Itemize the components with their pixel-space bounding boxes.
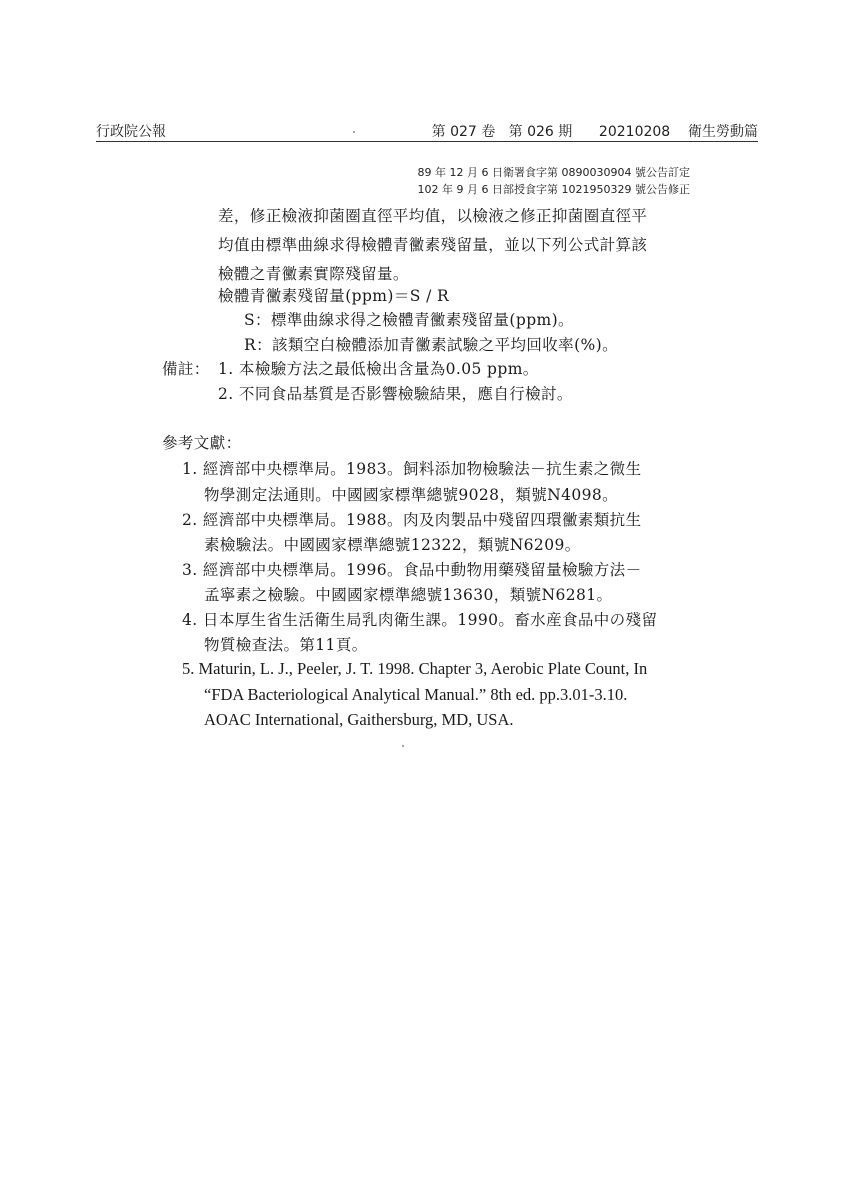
paragraph-line-2: 均值由標準曲線求得檢體青黴素殘留量，並以下列公式計算該 <box>218 236 648 254</box>
reference-4-line-2: 物質檢查法。第11頁。 <box>204 636 368 654</box>
scan-speck <box>402 745 404 747</box>
remark-item-2: 2. 不同食品基質是否影響檢驗結果，應自行檢討。 <box>218 385 573 403</box>
remark-item-1: 1. 本檢驗方法之最低檢出含量為0.05 ppm。 <box>218 360 539 378</box>
amendment-notes <box>360 164 690 198</box>
reference-5-line-3: AOAC International, Gaithersburg, MD, USA. <box>204 710 514 729</box>
publication-title: 行政院公報 <box>96 124 166 140</box>
reference-1-line-2: 物學測定法通則。中國國家標準總號9028，類號N4098。 <box>204 486 619 504</box>
reference-3-line-2: 孟寧素之檢驗。中國國家標準總號13630，類號N6281。 <box>204 586 613 604</box>
reference-3-line-1: 3. 經濟部中央標準局。1996。食品中動物用藥殘留量檢驗方法－ <box>182 561 642 579</box>
reference-5-line-2: “FDA Bacteriological Analytical Manual.” 8th ed. pp.3.01-3.10. <box>204 685 628 704</box>
formula: 檢體青黴素殘留量(ppm)＝S / R <box>218 287 450 305</box>
references-heading: 參考文獻： <box>162 434 242 452</box>
header-divider <box>96 141 758 142</box>
reference-5-line-1: 5. Maturin, L. J., Peeler, J. T. 1998. Chapter 3, Aerobic Plate Count, In <box>182 659 648 678</box>
definition-r: R：該類空白檢體添加青黴素試驗之平均回收率(%)。 <box>244 336 618 354</box>
amendment-note-2: 102 年 9 月 6 日部授食字第 1021950329 號公告修正 <box>417 183 690 196</box>
amendment-note-1: 89 年 12 月 6 日衛署食字第 0890030904 號公告訂定 <box>417 166 690 179</box>
page-header <box>96 121 758 139</box>
reference-2-line-2: 素檢驗法。中國國家標準總號12322，類號N6209。 <box>204 536 581 554</box>
remarks-label: 備註： <box>162 360 210 378</box>
issue-info: 第 027 卷 第 026 期 20210208 衛生勞動篇 <box>431 124 758 140</box>
scan-speck <box>353 131 355 133</box>
definition-s: S：標準曲線求得之檢體青黴素殘留量(ppm)。 <box>244 311 574 329</box>
paragraph-line-3: 檢體之青黴素實際殘留量。 <box>218 265 409 283</box>
paragraph-line-1: 差，修正檢液抑菌圈直徑平均值，以檢液之修正抑菌圈直徑平 <box>218 207 648 225</box>
reference-2-line-1: 2. 經濟部中央標準局。1988。肉及肉製品中殘留四環黴素類抗生 <box>182 511 642 529</box>
reference-1-line-1: 1. 經濟部中央標準局。1983。飼料添加物檢驗法－抗生素之微生 <box>182 460 642 478</box>
reference-4-line-1: 4. 日本厚生省生活衛生局乳肉衛生課。1990。畜水産食品中の殘留 <box>182 611 658 629</box>
